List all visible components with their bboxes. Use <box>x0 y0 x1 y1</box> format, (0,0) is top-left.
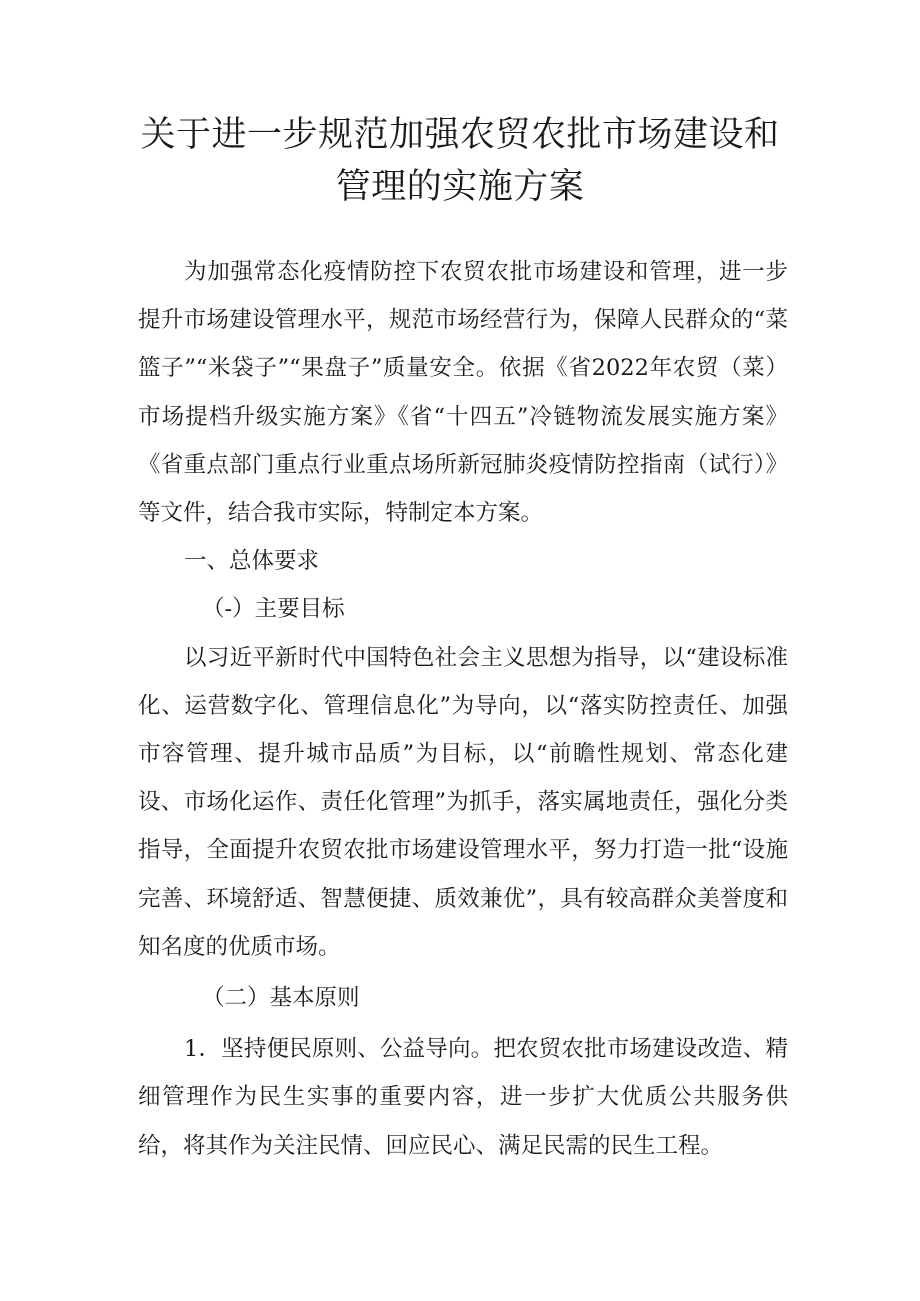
document-title-line-2: 管理的实施方案 <box>335 167 585 207</box>
intro-paragraph: 为加强常态化疫情防控下农贸农批市场建设和管理，进一步提升市场建设管理水平，规范市场经营行为，保障人民群众的“菜篮子”“米袋子”“果盘子”质量安全。依据《省2022年农贸（菜）市场提档升级实施方案》《省“十四五”冷链物流发展实施方案》《省重点部门重点行业重点场所新冠肺炎疫情防控指南（试行）》等文件，结合我市实际，特制定本方案。 <box>138 259 788 527</box>
document-title-line-1: 关于进一步规范加强农贸农批市场建设和 <box>140 115 780 155</box>
subsection-heading-basic-principles: （二）基本原则 <box>202 985 360 1012</box>
subsection-heading-main-goals: （-）主要目标 <box>202 596 345 623</box>
goals-paragraph: 以习近平新时代中国特色社会主义思想为指导，以“建设标准化、运营数字化、管理信息化”为导向，以“落实防控责任、加强市容管理、提升城市品质”为目标，以“前瞻性规划、常态化建设、市场化运作、责任化管理”为抓手，落实属地责任，强化分类指导，全面提升农贸农批市场建设管理水平，努力打造一批“设施完善、环境舒适、智慧便捷、质效兼优”，具有较高群众美誉度和知名度的优质市场。 <box>138 644 788 960</box>
section-heading-overall-requirements: 一、总体要求 <box>184 548 320 575</box>
principle-1-paragraph: 1．坚持便民原则、公益导向。把农贸农批市场建设改造、精细管理作为民生实事的重要内容，进一步扩大优质公共服务供给，将其作为关注民情、回应民心、满足民需的民生工程。 <box>138 1036 788 1159</box>
document-body <box>138 248 788 1170</box>
